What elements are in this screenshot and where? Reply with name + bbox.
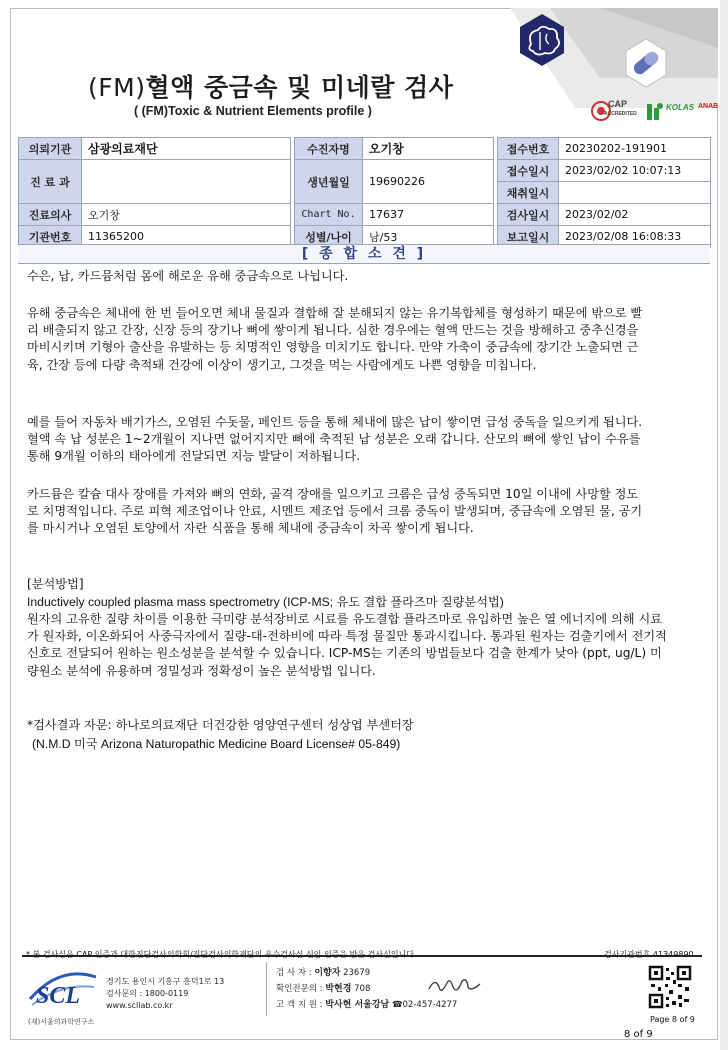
staff-number: 708 [354,984,371,994]
department-label: 진 료 과 [19,160,82,204]
footer-separator [266,962,267,1016]
staff-role: 확인전문의 : [276,984,323,994]
patient-name-label: 수진자명 [295,138,363,160]
header-banner-graphic [480,8,718,108]
scl-logo-icon [26,967,98,1015]
summary-section-title: [ 종 합 소 견 ] [18,244,710,264]
patient-name-value: 오기창 [363,138,494,160]
sex-age-label: 성별/나이 [295,226,363,248]
info-row [19,160,711,182]
staff-name: 박현경 [325,984,352,994]
advisor-line: *검사결과 자문: 하나로의료재단 더건강한 영양연구센터 성상엽 부센터장 [27,718,414,732]
anab-logo-text: ANAB [698,103,719,110]
summary-paragraph: 수은, 납, 카드뮴처럼 몸에 해로운 유해 중금속으로 나뉩니다. [27,269,349,283]
requesting-org-label: 의뢰기관 [19,138,82,160]
footer-divider [22,955,702,957]
method-name-line [27,594,667,611]
accreditation-logos [590,98,720,126]
physician-label: 진료의사 [19,204,82,226]
test-date-label: 검사일시 [498,204,559,226]
kolas-logo-text: KOLAS [666,103,694,112]
birthdate-label: 생년월일 [295,160,363,204]
institution-number-label: 기관번호 [19,226,82,248]
report-header [10,8,718,130]
report-datetime-label: 보고일시 [498,226,559,248]
page-indicator: 8 of 9 [624,1029,653,1040]
collection-datetime-label: 채취일시 [498,182,559,204]
receipt-number-value: 20230202-191901 [559,138,711,160]
license-line: (N.M.D 미국 Arizona Naturopathic Medicine Board License# 05-849) [32,737,401,751]
staff-role: 고 객 지 원 : [276,1000,323,1010]
birthdate-value: 19690226 [363,160,494,204]
lab-address: 경기도 용인시 기흥구 흥덕1로 13 [106,977,225,986]
staff-row [276,965,370,978]
cap-logo-text: CAP [608,99,628,109]
chart-number-value: 17637 [363,204,494,226]
kolas-logo-icon [646,102,664,122]
staff-row [276,997,457,1010]
lab-phone: 검사문의 : 1800-0119 [106,989,189,998]
page-title [88,68,453,104]
summary-paragraph: 카드뮴은 칼슘 대사 장애를 가져와 뼈의 연화, 골격 장애를 일으키고 크롬은 급성 중독되면 10일 이내에 사망할 정도로 치명적입니다. 주로 피혁 제조업이나 안료, 시멘트 제조업 등에서 크롬 중독이 발생되며, 중금속에 오염된 물, 공기를 마시거나 오염된 토양에서 자란 식품을 통해 체내에 중금속이 차곡 쌓이게 됩니다. [27,487,643,536]
staff-number: ☎02-457-4277 [391,1000,458,1010]
requesting-org-value: 삼광의료재단 [82,138,291,160]
method-title: [분석방법] [27,577,84,591]
title-prefix: (FM) [88,73,146,102]
staff-role: 검 사 자 : [276,968,312,978]
info-row [19,204,711,226]
summary-paragraph: 예를 들어 자동차 배기가스, 오염된 수돗물, 페인트 등을 통해 체내에 많은 납이 쌓이면 급성 중독을 일으키게 됩니다. 혈액 속 납 성분은 1~2개월이 지나면 없어지지만 뼈에 축적된 납 성분은 오래 갑니다. 산모의 뼈에 쌓인 납이 수유를 통해 9개월 이하의 태아에게 전달되면 지능 발달이 저하됩니다. [27,415,643,464]
report-datetime-value: 2023/02/08 16:08:33 [559,226,711,248]
scrollbar-track[interactable] [720,0,728,1050]
test-date-value: 2023/02/02 [559,204,711,226]
patient-info-table [18,137,711,248]
physician-value: 오기창 [82,204,291,226]
method-description: 원자의 고유한 질량 차이를 이용한 극미량 분석장비로 시료를 유도결합 플라즈마로 유입하면 높은 열 에너지에 의해 시료가 원자화, 이온화되어 사중극자에서 질량-대-전하비에 따라 특정 물질만 통과시킵니다. 통과된 원자는 검출기에서 전기적 신호로 전달되어 원하는 원소성분을 분석할 수 있습니다. ICP-MS는 기존의 방법들보다 검출 한계가 낮아 (ppt, ug/L) 미량원소 분석에 유용하며 정밀성과 정확성이 높은 분석방법 입니다. [27,612,667,678]
info-row [19,138,711,160]
summary-paragraph: 유해 중금속은 체내에 한 번 들어오면 체내 물질과 결합해 잘 분해되지 않는 유기복합체를 형성하기 때문에 밖으로 빨리 배출되지 않고 간장, 신장 등의 장기나 뼈에 쌓이게 됩니다. 심한 경우에는 혈액 만드는 것을 방해하고 중추신경을 마비시키며 기형아 출산을 유발하는 등 치명적인 영향을 미치기도 합니다. 만약 가축이 중금속에 장기간 노출되면 근육, 간장 등에 다량 축적돼 건강에 이상이 생기고, 그것을 먹는 사람에게도 나쁜 영향을 미칩니다. [27,306,643,372]
page-subtitle: ( (FM)Toxic & Nutrient Elements profile ) [134,104,372,118]
page-indicator-small: Page 8 of 9 [650,1015,695,1024]
qr-code-icon [648,965,692,1009]
collection-datetime-value [559,182,711,204]
staff-number: 23679 [343,968,371,978]
scl-logo-text: SCL [36,983,81,1009]
receipt-number-label: 접수번호 [498,138,559,160]
institution-number-value: 11365200 [82,226,291,248]
title-main: 혈액 중금속 및 미네랄 검사 [145,73,454,102]
staff-name: 박사현 서울강남 [325,1000,390,1010]
receipt-datetime-value: 2023/02/02 10:07:13 [559,160,711,182]
staff-name: 이향자 [314,968,341,978]
signature-icon [426,975,486,997]
cap-logo-subtext: ACCREDITED [604,111,637,117]
lab-website[interactable]: www.scllab.co.kr [106,1001,173,1010]
method-name-text: Inductively coupled plasma mass spectrometry (ICP-MS; 유도 결합 플라즈마 질량분석법) [27,595,504,609]
scl-name: (재)서울의과학연구소 [28,1018,95,1026]
staff-row [276,981,370,994]
sex-age-value: 남/53 [363,226,494,248]
chart-number-label: Chart No. [295,204,363,226]
receipt-datetime-label: 접수일시 [498,160,559,182]
department-value [82,160,291,204]
